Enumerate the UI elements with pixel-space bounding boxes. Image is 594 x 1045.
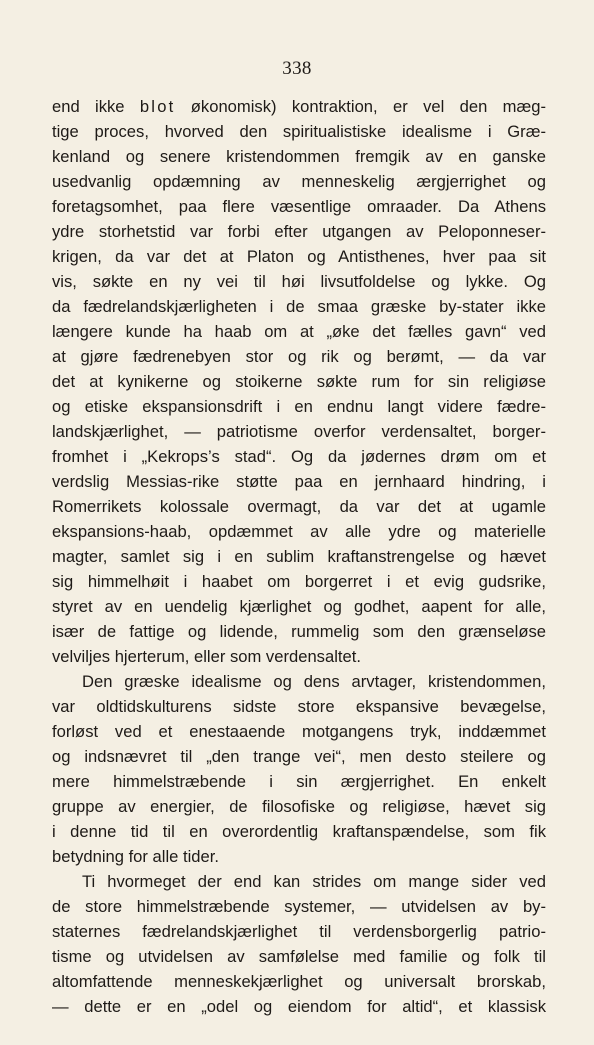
text-line: Ti hvormeget der end kan strides om mange sider ved [82,872,546,891]
text-line: betydning for alle tider. [52,847,219,866]
text-line: længere kunde ha haab om at „øke det fælles gavn“ ved [52,322,546,341]
text-line: at gjøre fædrenebyen stor og rik og berømt, — da var [52,347,546,366]
text-line: tige proces, hvorved den spiritualistiske idealisme i Græ- [52,122,546,141]
text-line: sig himmelhøit i haabet om borgerret i et evig gudsrike, [52,572,546,591]
text-line: verdslig Messias-rike støtte paa en jernhaard hindring, i [52,472,546,491]
text-line: styret av en uendelig kjærlighet og godhet, aapent for alle, [52,597,546,616]
page-number: 338 [282,58,312,79]
emphasized-word: blot [139,97,176,116]
text-line: især de fattige og lidende, rummelig som den grænseløse [52,622,546,641]
text-line: Romerrikets kolossale overmagt, da var det at ugamle [52,497,546,516]
text-line: magter, samlet sig i en sublim kraftanstrengelse og hævet [52,547,546,566]
text-line: foretagsomhet, paa flere væsentlige omraader. Da Athens [52,197,546,216]
text-line: vis, søkte en ny vei til høi livsutfoldelse og lykke. Og [52,272,546,291]
text-line: det at kynikerne og stoikerne søkte rum for sin religiøse [52,372,546,391]
text-line: tisme og utvidelsen av samfølelse med familie og folk til [52,947,546,966]
text-line: da fædrelandskjærligheten i de smaa græske by-stater ikke [52,297,546,316]
text-line: krigen, da var det at Platon og Antisthenes, hver paa sit [52,247,546,266]
text-line: Den græske idealisme og dens arvtager, kristendommen, [82,672,546,691]
text-line: forløst ved et enestaaende motgangens tryk, inddæmmet [52,722,546,741]
text-line: mere himmelstræbende i sin ærgjerrighet. En enkelt [52,772,546,791]
text-line: og etiske ekspansionsdrift i en endnu langt videre fædre- [52,397,546,416]
text-line: — dette er en „odel og eiendom for altid“, et klassisk [52,997,546,1016]
text-segment: økonomisk) kontraktion, er vel den mæg- [175,97,546,116]
text-line: landskjærlighet, — patriotisme overfor verdensaltet, borger- [52,422,546,441]
text-line: usedvanlig opdæmning av menneskelig ærgjerrighet og [52,172,546,191]
text-line: staternes fædrelandskjærlighet til verdensborgerlig patrio- [52,922,546,941]
text-line: ydre storhetstid var forbi efter utgangen av Peloponneser- [52,222,546,241]
text-line: i denne tid til en overordentlig kraftanspændelse, som fik [52,822,546,841]
text-line: og indsnævret til „den trange vei“, men desto steilere og [52,747,546,766]
text-line: velviljes hjerterum, eller som verdensaltet. [52,647,361,666]
text-line: de store himmelstræbende systemer, — utvidelsen av by- [52,897,546,916]
text-line: fromhet i „Kekrops’s stad“. Og da jødernes drøm om et [52,447,546,466]
text-segment: end ikke [52,97,140,116]
body-text [52,94,546,1019]
text-line: kenland og senere kristendommen fremgik av en ganske [52,147,546,166]
text-line [52,94,546,119]
text-line: ekspansions-haab, opdæmmet av alle ydre og materielle [52,522,546,541]
text-line: gruppe av energier, de filosofiske og religiøse, hævet sig [52,797,546,816]
text-line: var oldtidskulturens sidste store ekspansive bevægelse, [52,697,546,716]
text-line: altomfattende menneskekjærlighet og universalt brorskab, [52,972,546,991]
